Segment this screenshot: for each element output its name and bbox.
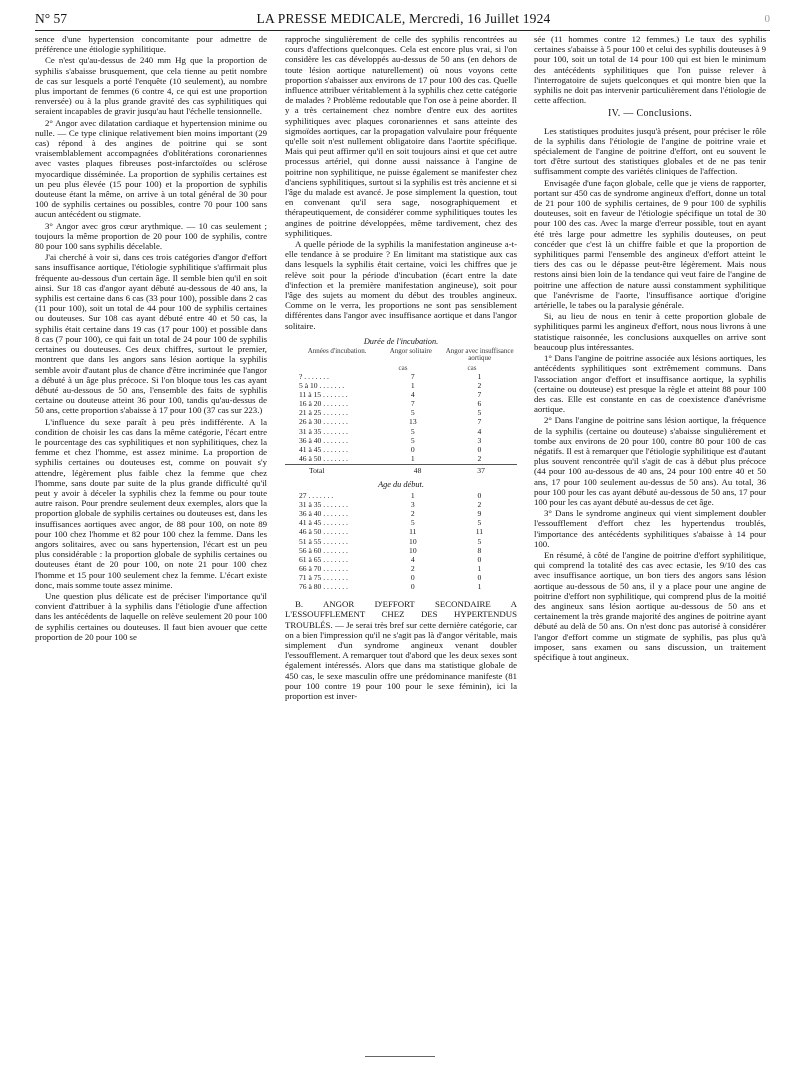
paragraph: Ce n'est qu'au-dessus de 240 mm Hg que la proportion de syphilis s'abaisse brusquement, que cela tienne au petit nombre de cas sur lesquels a porté l'enquête (10 seulement), au nombre plus important de femmes (6 contre 4, ce qui est une proportion renversée) ou à la plus grande gravité des cas syphilitiques qui seraient incapables de gravir jusqu'au haut l'échelle tensionnelle.	[35, 55, 267, 117]
incubation-table	[285, 337, 517, 591]
cell-aortic: 2	[477, 381, 482, 391]
table-header	[285, 348, 517, 363]
paragraph: Les statistiques produites jusqu'à présent, pour préciser le rôle de la syphilis dans l'étiologie de l'angine de poitrine vraie et spécialement de l'angine de poitrine d'effort, ont eu souvent le tort d'être surtout des statistiques globales et de ne pas tenir suffisamment compte des variétés cliniques de l'affection.	[534, 125, 766, 177]
row-label: 31 à 35 . . . . . . .	[299, 426, 348, 436]
paragraph: 3° Angor avec gros cœur arythmique. — 10 cas seulement ; toujours la même proportion de 20 pour 100 de syphilis, contre 80 pour 100 sans syphilis décelable.	[35, 220, 267, 252]
cell-aortic: 5	[477, 408, 482, 418]
cell-solitary: 7	[410, 399, 415, 409]
table-row	[285, 564, 517, 573]
cell-aortic: 5	[477, 536, 482, 546]
paragraph: Une question plus délicate est de préciser l'importance qu'il convient d'attribuer à la syphilis dans l'étiologie d'une affection dans les antécédents de laquelle on relève seulement 20 pour 100 de syphilis certaines ou douteuses. Il faut bien avouer que cette proportion de 20 pour 100 se	[35, 590, 267, 642]
cell-solitary: 5	[410, 408, 415, 418]
row-label: ? . . . . . . .	[299, 371, 329, 381]
table-row	[285, 491, 517, 500]
incubation-rows	[285, 372, 517, 463]
row-label: 71 à 75 . . . . . . .	[299, 572, 348, 582]
col-solitary-header: Angor solitaire	[389, 346, 432, 355]
table-row	[285, 436, 517, 445]
cell-solitary: 4	[410, 390, 415, 400]
paragraph: En résumé, à côté de l'angine de poitrine d'effort syphilitique, qui comprend la totalité des cas avec ectasie, les 9/10 des cas avec insuffisance aortique, un bon tiers des angors sans lésion aortique au-dessous de 50 ans, il y a place pour une angine de poitrine d'effort non syphilitique, qui comprend plus de la moitié des angineux sans lésion aortique au-dessous de 50 ans et certainement la très grande majorité des angines de poitrine ayant débuté au delà de 50 ans. On n'est donc pas autorisé à considérer l'angor d'effort comme un stigmate de syphilis, pas plus qu'à imposer, sans examen ou sans discussion, un traitement spécifique à tout angineux.	[534, 549, 766, 662]
cell-solitary: 5	[410, 426, 415, 436]
row-label: 36 à 40 . . . . . . .	[299, 435, 348, 445]
cell-solitary: 3	[410, 500, 415, 510]
row-label: 5 à 10 . . . . . . .	[299, 381, 345, 391]
cell-aortic: 11	[475, 527, 484, 537]
table-row	[285, 381, 517, 390]
cell-aortic: 0	[477, 491, 482, 501]
cell-solitary: 0	[410, 572, 415, 582]
cell-solitary: 1	[410, 491, 415, 501]
row-label: 76 à 80 . . . . . . .	[299, 582, 348, 592]
table-row	[285, 399, 517, 408]
journal-title: LA PRESSE MEDICALE, Mercredi, 16 Juillet 1924	[256, 11, 551, 26]
cell-aortic: 1	[477, 582, 482, 592]
paragraph: A quelle période de la syphilis la manifestation angineuse a-t-elle tendance à se produire ? En limitant ma statistique aux cas dans lesquels la syphilis était certaine, voici les chiffres que je relève soit pour la période d'incubation (écart entre la date d'infection et la première manifestation angineuse), soit pour l'âge des sujets au moment du début des troubles angineux. Comme on le verra, les proportions ne sont pas sensiblement différentes dans l'angor avec insuffisance aortique et dans l'angor solitaire.	[285, 239, 517, 331]
cell-solitary: 10	[409, 545, 417, 555]
cell-aortic: 2	[477, 500, 482, 510]
table-row	[285, 555, 517, 564]
cell-aortic: 0	[477, 572, 482, 582]
paragraph: sée (11 hommes contre 12 femmes.) Le taux des syphilis certaines s'abaisse à 5 pour 100 et celui des syphilis douteuses à 9 pour 100, soit un total de 14 pour 100 qui est bien le minimum des antécédents syphilitiques que l'on puisse relever à l'interrogatoire de sujets quelconques et qui montre bien que la syphilis ne doit pas intervenir particulièrement dans l'étiologie de cette affection.	[534, 34, 766, 106]
column-2	[285, 34, 517, 1034]
cell-solitary: 1	[410, 453, 415, 463]
row-label: 21 à 25 . . . . . . .	[299, 408, 348, 418]
cell-aortic: 2	[477, 453, 482, 463]
table-row	[285, 509, 517, 518]
table-row	[285, 546, 517, 555]
unit-row	[285, 364, 517, 372]
conclusions-heading: IV. — Conclusions.	[607, 108, 693, 120]
table-title-age: Age du début.	[378, 480, 424, 490]
age-rows	[285, 491, 517, 591]
total-aortic: 37	[477, 465, 485, 475]
cell-aortic: 1	[477, 563, 482, 573]
column-3	[534, 34, 766, 1034]
row-label: 36 à 40 . . . . . . .	[299, 509, 348, 519]
cell-solitary: 2	[410, 563, 415, 573]
table-row	[285, 454, 517, 463]
cell-aortic: 3	[477, 435, 482, 445]
row-label: 51 à 55 . . . . . . .	[299, 536, 348, 546]
paragraph: L'influence du sexe paraît à peu près indifférente. A la condition de choisir les cas dans la même catégorie, l'écart entre le pourcentage des cas syphilitiques et non syphilitiques, chez la femme et chez l'homme, est assez minime. La proportion de syphilis certaines ou douteuses est, comme on pouvait s'y attendre, légèrement plus faible chez la femme que chez l'homme, sans doute par suite de la plus grande difficulté qu'il peut y avoir à déceler la syphilis chez la femme ou pour toute autre raison. Pour prendre seulement deux exemples, alors que la proportion globale de syphilis certaines ou douteuses est, dans les insuffisances aortiques avec angor, de 88 pour 100, on note 89 pour 100 chez l'homme et 82 pour 100 chez la femme. Dans les angors solitaires, avec ou sans hypertension, l'écart est un peu plus considérable : la proportion globale de syphilis certaines ou douteuses étant de 20 pour 100, on note 21 pour 100 chez l'homme et 15 pour 100 seulement chez la femme. L'écart existe donc, mais somme toute assez minime.	[35, 416, 267, 590]
cell-solitary: 7	[410, 371, 415, 381]
cell-solitary: 5	[410, 518, 415, 528]
row-label: 46 à 50 . . . . . . .	[299, 453, 348, 463]
cell-solitary: 0	[410, 582, 415, 592]
col-years-header: Années d'incubation.	[307, 346, 367, 355]
cell-aortic: 7	[477, 417, 482, 427]
row-label: 31 à 35 . . . . . . .	[299, 500, 348, 510]
table-row	[285, 417, 517, 426]
row-label: 11 à 15 . . . . . . .	[299, 390, 348, 400]
unit-solitary: cas	[398, 363, 408, 372]
cell-aortic: 7	[477, 390, 482, 400]
cell-solitary: 10	[409, 536, 417, 546]
cell-solitary: 2	[410, 509, 415, 519]
paragraph: Si, au lieu de nous en tenir à cette proportion globale de syphilitiques parmi les angineux d'effort, nous nous livrons à une statistique raisonnée, les conclusions auxquelles on arrive sont beaucoup plus intéressantes.	[534, 311, 766, 352]
col-aortic-header: Angor avec insuffisance aortique	[445, 346, 514, 363]
table-title-incubation: Durée de l'incubation.	[363, 336, 439, 346]
table-row	[285, 390, 517, 399]
row-label: 41 à 45 . . . . . . .	[299, 518, 348, 528]
table-row	[285, 582, 517, 591]
table-row	[285, 408, 517, 417]
table-row	[285, 537, 517, 546]
paragraph: Envisagée d'une façon globale, celle que je viens de rapporter, portant sur 450 cas de syndrome angineux d'effort, donne un total de 21 pour 100 de syphilis certaines, de 9 pour 100 de syphilis douteuses, soit en faveur de l'étiologie spécifique un total de 30 pour 100 des cas. Avec la marge d'erreur possible, tout en ayant été très large pour admettre les syphilis douteuses, on peut concéder que c'est là un chiffre faible et que la proportion de syphilitiques parmi l'ensemble des angineux d'effort atteint le tiers des cas ou le dépasse peut-être légèrement. Mais nous restons ainsi bien loin de la tendance qui veut faire de l'angine de poitrine une affection de nature aussi constamment syphilitique que l'anévrisme de l'aorte, l'insuffisance aortique d'origine artérielle, le tabes ou la paralysie générale.	[534, 177, 766, 311]
paragraph: sence d'une hypertension concomitante pour admettre de préférence une étiologie syphilitique.	[35, 34, 267, 55]
row-label: 27 . . . . . . .	[299, 491, 334, 501]
column-2-text-top	[285, 34, 517, 331]
table-row	[285, 445, 517, 454]
table-row	[285, 427, 517, 436]
issue-number: N° 57	[35, 11, 68, 26]
cell-aortic: 5	[477, 518, 482, 528]
unit-aortic: cas	[467, 363, 477, 372]
paragraph: 2° Angor avec dilatation cardiaque et hypertension minime ou nulle. — Ce type clinique relativement bien moins important (29 cas) répond à des angines de poitrine qui se sont vraisemblablement accompagnées d'oblitérations coronariennes avec vastes plaques fibreuses post-infarctoïdes ou sclérose myocardique disséminée. La proportion de syphilis certaines est un peu plus élevée (15 pour 100) et la proportion de syphilis douteuse étant la même, on arrive à un total général de 30 pour 100 de syphilis certaines ou possibles, contre 70 pour 100 sans aucun antécédent ou stigmate.	[35, 117, 267, 220]
cell-solitary: 5	[410, 435, 415, 445]
footer-rule	[365, 1056, 435, 1057]
cell-aortic: 4	[477, 426, 482, 436]
column-3-text-bottom	[534, 126, 766, 663]
paragraph: B. ANGOR D'EFFORT SECONDAIRE A L'ESSOUFFLEMENT CHEZ DES HYPERTENDUS TROUBLÉS. — Je serai très bref sur cette dernière catégorie, car on a bien l'impression qu'il ne s'agit pas là d'angor véritable, mais simplement d'un syndrome angineux venant doubler l'essoufflement. A remarquer tout d'abord que les deux sexes sont également intéressés. Alors que dans ma statistique globale de 450 cas, le sexe masculin offre une prédominance manifeste (81 pour 100 contre 19 pour 100 pour le sexe féminin), ici la proportion est inver-	[285, 599, 517, 701]
table-row	[285, 518, 517, 527]
cell-aortic: 9	[477, 509, 482, 519]
paragraph: 1° Dans l'angine de poitrine associée aux lésions aortiques, les antécédents syphilitiques sont extrêmement communs. Dans l'association angor d'effort et insuffisance aortique, la syphilis (certaine ou douteuse) est presque la règle et atteint 88 pour 100 des cas. Elle est constante en cas de coexistence d'anévrisme aortique.	[534, 353, 766, 415]
row-label: 16 à 20 . . . . . . .	[299, 399, 348, 409]
row-label: 66 à 70 . . . . . . .	[299, 563, 348, 573]
cell-solitary: 0	[410, 444, 415, 454]
paragraph: rapproche singulièrement de celle des syphilis rencontrées au cours d'affections quelconques. Cela est encore plus vrai, si l'on considère les cas développés au-dessus de 50 ans (en dehors de toute lésion aortique naturellement) où nous voyons cette proportion s'abaisser aux environs de 17 pour 100 des cas. Quelle influence attribuer véritablement à la syphilis chez cette catégorie de malades ? Problème redoutable que l'on ose à peine aborder. Il y a très certainement chez nombre d'entre eux des aortites syphilitiques avec plaques coronariennes et sans atteinte des sigmoïdes aortiques, car la propagation valvulaire pour fréquente qu'elle soit n'est nullement obligatoire dans l'aortite spécifique. Mais qui peut affirmer qu'il en soit toujours ainsi et que cet autre processus artériel, qui donne aussi naissance à l'angine de poitrine non syphilitique, ne puisse également se manifester chez d'anciens syphilitiques, surtout si la syphilis est très ancienne et si l'âge du malade est avancé. Je pose simplement la question, tout en convenant qu'il sera sage, nosographiquement et thérapeutiquement, de considérer comme syphilitiques toutes les angines de poitrine développées, même tardivement, chez des syphilitiques.	[285, 34, 517, 238]
row-label: 56 à 60 . . . . . . .	[299, 545, 348, 555]
paragraph: 2° Dans l'angine de poitrine sans lésion aortique, la fréquence de la syphilis (certaine ou douteuse) s'abaisse singulièrement et tombe aux environs de 20 pour 100, contre 80 pour 100 de cas négatifs. Il est à remarquer que l'étiologie syphilitique est d'autant plus souvent rencontrée qu'il s'agit de cas à début plus précoce (44 pour 100 au-dessous de 40 ans, 24 pour 100 entre 40 et 50 ans, 17 pour 100 seulement au-dessus de 50 ans). Au total, 36 pour 100 pour les cas ayant débuté au-dessous de 50 ans, 17 pour 100 pour les cas ayant débuté au-dessus de cet âge.	[534, 415, 766, 507]
cell-aortic: 0	[477, 444, 482, 454]
cell-solitary: 11	[409, 527, 417, 537]
cell-aortic: 6	[477, 399, 482, 409]
cell-aortic: 1	[477, 371, 482, 381]
page-number: 0	[764, 13, 770, 25]
row-label: 61 à 65 . . . . . . .	[299, 554, 348, 564]
total-label: Total	[309, 465, 325, 475]
column-1	[35, 34, 267, 1034]
table-row	[285, 573, 517, 582]
cell-solitary: 1	[410, 381, 415, 391]
cell-solitary: 4	[410, 554, 415, 564]
column-2-text-bottom	[285, 599, 517, 701]
page-header	[35, 8, 770, 31]
total-row	[285, 464, 517, 475]
cell-aortic: 0	[477, 554, 482, 564]
table-row	[285, 372, 517, 381]
total-solitary: 48	[413, 465, 422, 475]
row-label: 26 à 30 . . . . . . .	[299, 417, 348, 427]
table-row	[285, 500, 517, 509]
paragraph: J'ai cherché à voir si, dans ces trois catégories d'angor d'effort sans insuffisance aortique, l'étiologie syphilitique s'affirmait plus fréquente au-dessous d'un certain âge. Il semble bien qu'il en soit ainsi. Sur 18 cas d'angor ayant débuté au-dessous de 40 ans, la syphilis est certaine dans 6 cas (33 pour 100), possible dans 2 cas (11 pour 100), soit un total de 44 pour 100 de syphilis certaines ou douteuses. Sur 108 cas ayant débuté entre 40 et 50 cas, la syphilis était certaine dans 19 cas (17 pour 100) et possible dans 8 cas (7 pour 100), ce qui fait un total de 24 pour 100 de syphilis certaines ou douteuses. Ces deux chiffres, surtout le premier, montrent que dans les angors sans lésion aortique la syphilis semble avoir d'autant plus de chance d'être incriminée que l'angor a débuté à un âge plus précoce. Si l'on bloque tous les cas ayant débuté au-dessous de 50 ans, l'ensemble des faits de syphilis certaine ou douteuse atteint 36 pour 100, tandis qu'au-dessus de 50 ans, cette proportion s'abaisse à 17 pour 100 (37 cas sur 223.)	[35, 252, 267, 416]
paragraph: 3° Dans le syndrome angineux qui vient simplement doubler l'essoufflement d'effort chez les hypertendus troublés, l'importance des antécédents syphilitiques s'abaisse à 14 pour 100.	[534, 508, 766, 549]
row-label: 41 à 45 . . . . . . .	[299, 444, 348, 454]
cell-solitary: 13	[409, 417, 417, 427]
row-label: 46 à 50 . . . . . . .	[299, 527, 348, 537]
table-row	[285, 527, 517, 536]
cell-aortic: 8	[477, 545, 482, 555]
column-3-text-top	[534, 34, 766, 105]
